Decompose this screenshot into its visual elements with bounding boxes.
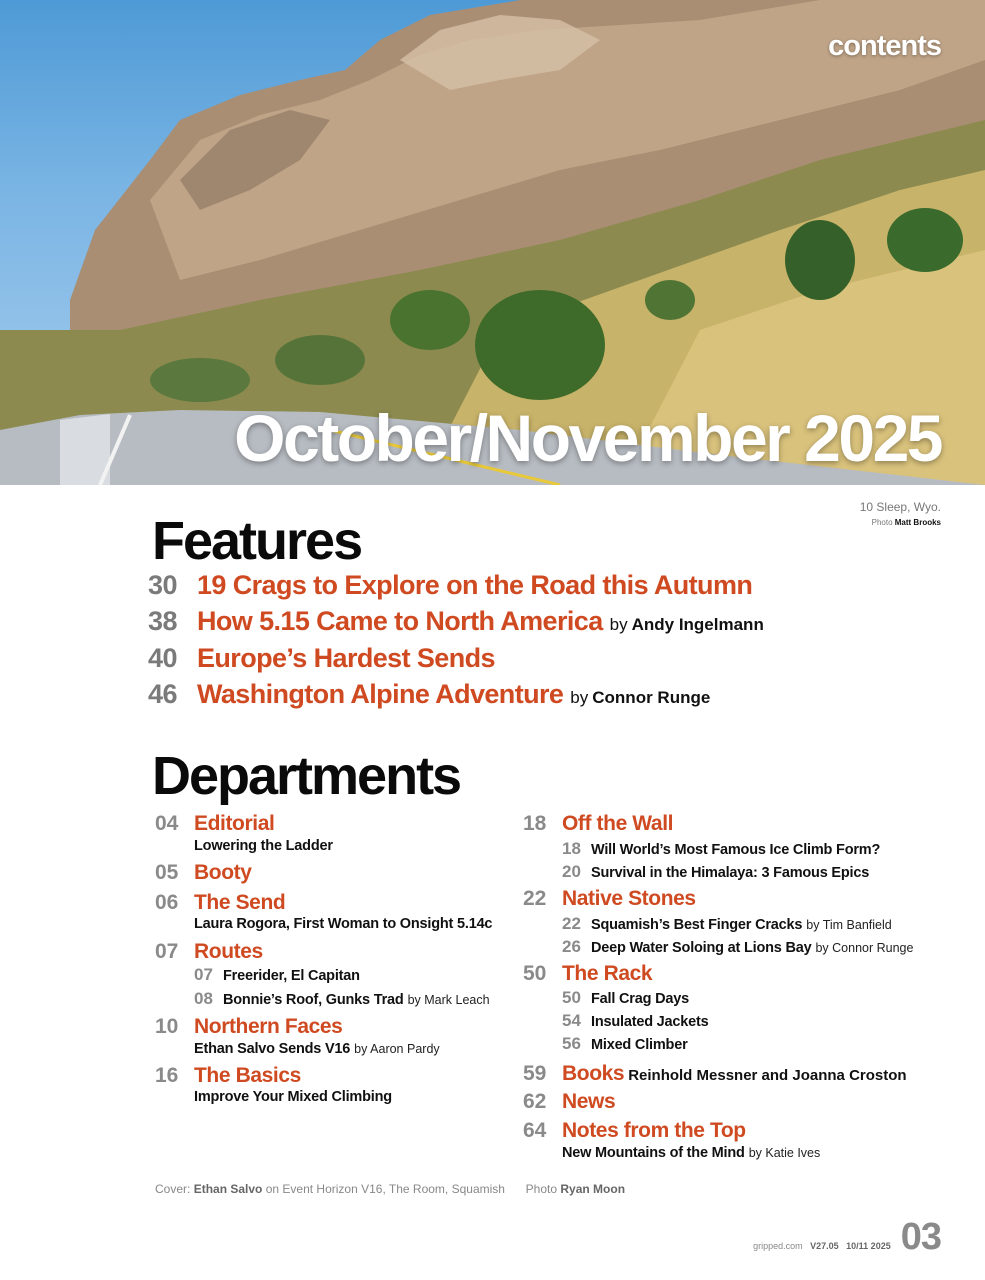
subitem-title[interactable]: Deep Water Soloing at Lions Bay: [591, 940, 812, 956]
feature-author: Andy Ingelmann: [631, 615, 764, 634]
department-subitem[interactable]: [194, 965, 360, 985]
department-item[interactable]: [155, 1015, 342, 1039]
department-title[interactable]: The Rack: [562, 962, 653, 985]
department-item[interactable]: [523, 812, 673, 836]
department-subitem[interactable]: [194, 1041, 440, 1057]
photo-credit: [860, 500, 941, 527]
department-title[interactable]: Routes: [194, 940, 263, 963]
subitem-title[interactable]: Freerider, El Capitan: [223, 968, 360, 984]
departments-heading: Departments: [152, 746, 461, 806]
subitem-page-number: 22: [562, 914, 581, 933]
department-title[interactable]: News: [562, 1090, 616, 1113]
subitem-title[interactable]: Insulated Jackets: [591, 1014, 709, 1030]
department-page-number: 62: [523, 1090, 547, 1113]
department-title[interactable]: Notes from the Top: [562, 1119, 746, 1142]
department-item[interactable]: [523, 887, 696, 911]
department-item[interactable]: [523, 1090, 615, 1114]
footer-meta: [753, 1241, 891, 1251]
department-title[interactable]: Native Stones: [562, 887, 696, 910]
issue-title: October/November 2025: [234, 401, 941, 475]
subitem-title[interactable]: Survival in the Himalaya: 3 Famous Epics: [591, 865, 870, 881]
footer-date: 10/11 2025: [846, 1241, 891, 1251]
photo-location: 10 Sleep, Wyo.: [859, 500, 941, 514]
department-item[interactable]: [523, 1062, 907, 1086]
subitem-byline: by Aaron Pardy: [354, 1042, 440, 1056]
subitem-page-number: 50: [562, 988, 581, 1007]
subitem-page-number: 07: [194, 965, 213, 984]
department-title[interactable]: Editorial: [194, 812, 275, 835]
cover-route: on Event Horizon V16, The Room, Squamish: [265, 1182, 505, 1196]
cover-prefix: Cover:: [155, 1182, 191, 1196]
department-title[interactable]: Northern Faces: [194, 1015, 343, 1038]
department-subitem[interactable]: [194, 1089, 392, 1105]
subitem-title[interactable]: Bonnie’s Roof, Gunks Trad: [223, 992, 404, 1008]
department-subitem[interactable]: [562, 839, 880, 859]
department-page-number: 10: [155, 1015, 179, 1038]
footer-site[interactable]: gripped.com: [753, 1241, 803, 1251]
department-subitem[interactable]: [562, 914, 892, 934]
cover-photo-prefix: Photo: [525, 1182, 558, 1196]
department-subitem[interactable]: [562, 862, 869, 882]
department-item[interactable]: [523, 962, 652, 986]
department-subitem[interactable]: [562, 1011, 709, 1031]
subitem-page-number: 56: [562, 1034, 581, 1053]
subitem-byline: by Katie Ives: [748, 1146, 821, 1160]
feature-author: Connor Runge: [592, 688, 711, 707]
cover-credit: [155, 1182, 625, 1196]
subitem-title[interactable]: Lowering the Ladder: [194, 838, 333, 854]
department-subitem[interactable]: [194, 916, 492, 932]
department-page-number: 06: [155, 891, 179, 914]
feature-item[interactable]: [148, 570, 752, 601]
department-subitem[interactable]: [562, 937, 913, 957]
subitem-page-number: 20: [562, 862, 581, 881]
subitem-byline: by Connor Runge: [815, 941, 914, 955]
department-inline-subtitle[interactable]: Reinhold Messner and Joanna Croston: [628, 1067, 907, 1084]
department-title[interactable]: Books: [562, 1062, 625, 1085]
feature-page-number: 38: [148, 606, 178, 636]
footer-volume: V27.05: [810, 1241, 839, 1251]
features-heading: Features: [152, 511, 362, 571]
department-subitem[interactable]: [562, 1145, 820, 1161]
photo-prefix: Photo: [871, 518, 893, 527]
department-subitem[interactable]: [562, 988, 689, 1008]
subitem-title[interactable]: Ethan Salvo Sends V16: [194, 1041, 351, 1057]
department-item[interactable]: [155, 861, 252, 885]
subitem-byline: by Mark Leach: [407, 993, 490, 1007]
subitem-title[interactable]: Will World’s Most Famous Ice Climb Form?: [591, 842, 881, 858]
department-subitem[interactable]: [194, 989, 490, 1009]
cover-climber: Ethan Salvo: [193, 1182, 263, 1196]
department-page-number: 07: [155, 940, 179, 963]
department-item[interactable]: [523, 1119, 746, 1143]
feature-page-number: 30: [148, 570, 178, 600]
page-footer: [753, 1216, 941, 1259]
feature-by: by: [609, 615, 628, 634]
department-page-number: 22: [523, 887, 547, 910]
feature-title[interactable]: Europe’s Hardest Sends: [197, 643, 495, 673]
subitem-byline: by Tim Banfield: [806, 918, 892, 932]
cover-photographer: Ryan Moon: [560, 1182, 626, 1196]
department-subitem[interactable]: [562, 1034, 688, 1054]
department-item[interactable]: [155, 891, 285, 915]
department-page-number: 16: [155, 1064, 179, 1087]
subitem-page-number: 54: [562, 1011, 581, 1030]
subitem-title[interactable]: Improve Your Mixed Climbing: [194, 1089, 392, 1105]
department-page-number: 59: [523, 1062, 547, 1085]
department-subitem[interactable]: [194, 838, 333, 854]
page-number: 03: [900, 1216, 941, 1258]
department-item[interactable]: [155, 1064, 301, 1088]
section-label: contents: [828, 30, 941, 62]
cover-photo: [0, 0, 985, 485]
department-title[interactable]: Off the Wall: [562, 812, 674, 835]
department-page-number: 04: [155, 812, 179, 835]
photo-byline: [860, 518, 941, 527]
department-page-number: 05: [155, 861, 179, 884]
department-page-number: 18: [523, 812, 547, 835]
department-title[interactable]: The Send: [194, 891, 286, 914]
subitem-title[interactable]: Fall Crag Days: [591, 991, 689, 1007]
department-page-number: 50: [523, 962, 547, 985]
subitem-title[interactable]: Laura Rogora, First Woman to Onsight 5.14c: [194, 916, 493, 932]
subitem-page-number: 26: [562, 937, 581, 956]
department-item[interactable]: [155, 812, 274, 836]
feature-title[interactable]: How 5.15 Came to North America: [197, 606, 603, 636]
department-title[interactable]: The Basics: [194, 1064, 301, 1087]
feature-item[interactable]: [148, 643, 495, 674]
department-item[interactable]: [155, 940, 263, 964]
subitem-title[interactable]: Mixed Climber: [591, 1037, 688, 1053]
department-page-number: 64: [523, 1119, 547, 1142]
feature-item[interactable]: [148, 606, 764, 637]
feature-item[interactable]: [148, 679, 710, 710]
feature-title[interactable]: Washington Alpine Adventure: [197, 679, 564, 709]
feature-page-number: 46: [148, 679, 178, 709]
department-title[interactable]: Booty: [194, 861, 252, 884]
feature-by: by: [570, 688, 589, 707]
subitem-title[interactable]: New Mountains of the Mind: [562, 1145, 745, 1161]
subitem-page-number: 18: [562, 839, 581, 858]
photographer-name: Matt Brooks: [894, 518, 941, 527]
feature-title[interactable]: 19 Crags to Explore on the Road this Autumn: [197, 570, 753, 600]
subitem-title[interactable]: Squamish’s Best Finger Cracks: [591, 917, 803, 933]
subitem-page-number: 08: [194, 989, 213, 1008]
feature-page-number: 40: [148, 643, 178, 673]
